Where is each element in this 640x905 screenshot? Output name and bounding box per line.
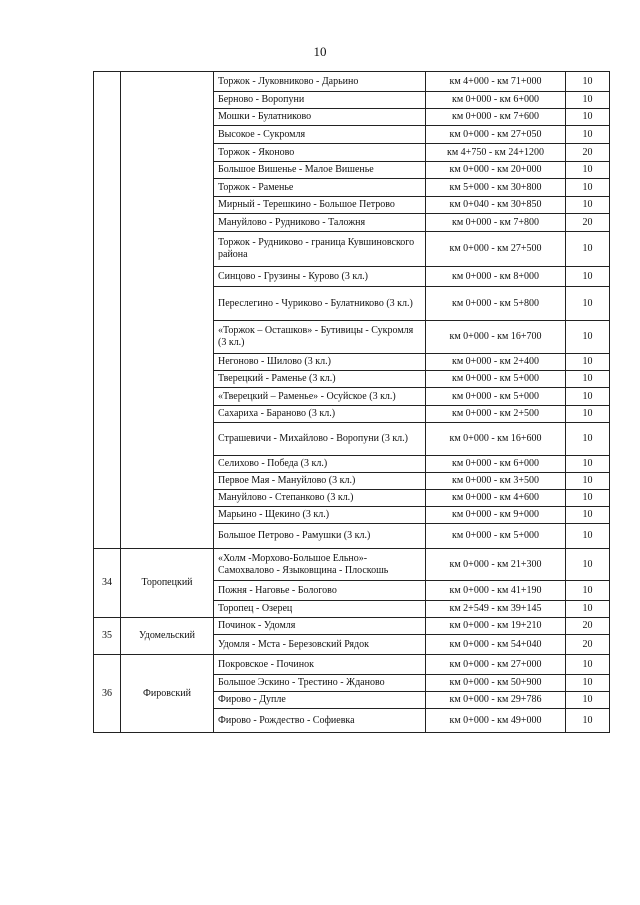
district-name-cell: Торопецкий <box>121 549 214 618</box>
km-range-cell: км 0+000 - км 54+040 <box>426 635 566 655</box>
lane-width-cell: 10 <box>566 92 610 109</box>
road-name-cell: Торопец - Озерец <box>214 601 426 618</box>
table-row <box>94 655 610 675</box>
lane-width-cell: 10 <box>566 456 610 473</box>
road-name-cell: Синцово - Грузины - Курово (3 кл.) <box>214 267 426 287</box>
km-range-cell: км 0+000 - км 9+000 <box>426 507 566 524</box>
road-name-cell: Торжок - Яконово <box>214 144 426 162</box>
lane-width-cell: 10 <box>566 692 610 709</box>
lane-width-cell: 10 <box>566 179 610 197</box>
lane-width-cell: 10 <box>566 655 610 675</box>
lane-width-cell: 10 <box>566 388 610 406</box>
road-name-cell: Высокое - Сукромля <box>214 126 426 144</box>
km-range-cell: км 5+000 - км 30+800 <box>426 179 566 197</box>
km-range-cell: км 0+000 - км 3+500 <box>426 473 566 490</box>
lane-width-cell: 10 <box>566 581 610 601</box>
road-name-cell: Берново - Воропуни <box>214 92 426 109</box>
district-number-cell: 36 <box>94 655 121 733</box>
km-range-cell: км 0+000 - км 29+786 <box>426 692 566 709</box>
km-range-cell: км 0+000 - км 16+700 <box>426 321 566 354</box>
km-range-cell: км 0+000 - км 20+000 <box>426 162 566 179</box>
road-name-cell: Тверецкий - Раменье (3 кл.) <box>214 371 426 388</box>
km-range-cell: км 0+000 - км 27+050 <box>426 126 566 144</box>
road-name-cell: Большое Эскино - Трестино - Жданово <box>214 675 426 692</box>
page-number: 10 <box>313 44 327 59</box>
lane-width-cell: 10 <box>566 287 610 321</box>
lane-width-cell: 10 <box>566 232 610 267</box>
km-range-cell: км 4+000 - км 71+000 <box>426 72 566 92</box>
km-range-cell: км 0+000 - км 5+000 <box>426 371 566 388</box>
km-range-cell: км 0+000 - км 27+500 <box>426 232 566 267</box>
km-range-cell: км 0+000 - км 41+190 <box>426 581 566 601</box>
lane-width-cell: 10 <box>566 601 610 618</box>
lane-width-cell: 10 <box>566 126 610 144</box>
road-name-cell: Большое Петрово - Рамушки (3 кл.) <box>214 524 426 549</box>
km-range-cell: км 2+549 - км 39+145 <box>426 601 566 618</box>
km-range-cell: км 0+000 - км 49+000 <box>426 709 566 733</box>
district-name-cell: Удомельский <box>121 618 214 655</box>
district-name-cell <box>121 72 214 549</box>
km-range-cell: км 0+000 - км 7+800 <box>426 214 566 232</box>
km-range-cell: км 0+000 - км 8+000 <box>426 267 566 287</box>
km-range-cell: км 0+000 - км 6+000 <box>426 92 566 109</box>
lane-width-cell: 10 <box>566 524 610 549</box>
lane-width-cell: 10 <box>566 72 610 92</box>
lane-width-cell: 20 <box>566 618 610 635</box>
km-range-cell: км 0+000 - км 2+500 <box>426 406 566 423</box>
road-name-cell: «Торжок – Осташков» - Бутивицы - Сукромля (3 кл.) <box>214 321 426 354</box>
lane-width-cell: 10 <box>566 354 610 371</box>
lane-width-cell: 10 <box>566 423 610 456</box>
district-number-cell: 34 <box>94 549 121 618</box>
road-name-cell: Переслегино - Чуриково - Булатниково (3 кл.) <box>214 287 426 321</box>
km-range-cell: км 0+000 - км 21+300 <box>426 549 566 581</box>
km-range-cell: км 0+000 - км 27+000 <box>426 655 566 675</box>
lane-width-cell: 10 <box>566 109 610 126</box>
district-name-cell: Фировский <box>121 655 214 733</box>
table-row <box>94 72 610 92</box>
district-number-cell: 35 <box>94 618 121 655</box>
lane-width-cell: 10 <box>566 549 610 581</box>
lane-width-cell: 10 <box>566 162 610 179</box>
road-name-cell: Торжок - Луковниково - Дарьино <box>214 72 426 92</box>
road-name-cell: «Тверецкий – Раменье» - Осуйское (3 кл.) <box>214 388 426 406</box>
road-name-cell: Торжок - Рудниково - граница Кувшиновского района <box>214 232 426 267</box>
lane-width-cell: 20 <box>566 214 610 232</box>
road-name-cell: Марьино - Щекино (3 кл.) <box>214 507 426 524</box>
km-range-cell: км 4+750 - км 24+1200 <box>426 144 566 162</box>
road-name-cell: Сахариха - Бараново (3 кл.) <box>214 406 426 423</box>
road-name-cell: Селихово - Победа (3 кл.) <box>214 456 426 473</box>
lane-width-cell: 10 <box>566 507 610 524</box>
road-name-cell: Мирный - Терешкино - Большое Петрово <box>214 197 426 214</box>
district-number-cell <box>94 72 121 549</box>
km-range-cell: км 0+000 - км 5+000 <box>426 388 566 406</box>
road-name-cell: Покровское - Починок <box>214 655 426 675</box>
roads-table <box>93 71 610 733</box>
lane-width-cell: 10 <box>566 197 610 214</box>
road-name-cell: Мошки - Булатниково <box>214 109 426 126</box>
lane-width-cell: 10 <box>566 406 610 423</box>
road-name-cell: «Холм -Морхово-Большое Ельно»-Самохвалово - Языковщина - Плоскошь <box>214 549 426 581</box>
road-name-cell: Фирово - Рождество - Софиевка <box>214 709 426 733</box>
km-range-cell: км 0+000 - км 19+210 <box>426 618 566 635</box>
lane-width-cell: 10 <box>566 473 610 490</box>
table-row <box>94 549 610 581</box>
road-name-cell: Негоново - Шилово (3 кл.) <box>214 354 426 371</box>
km-range-cell: км 0+000 - км 7+600 <box>426 109 566 126</box>
table-row <box>94 618 610 635</box>
road-name-cell: Торжок - Раменье <box>214 179 426 197</box>
km-range-cell: км 0+000 - км 4+600 <box>426 490 566 507</box>
km-range-cell: км 0+000 - км 5+800 <box>426 287 566 321</box>
km-range-cell: км 0+000 - км 16+600 <box>426 423 566 456</box>
km-range-cell: км 0+000 - км 6+000 <box>426 456 566 473</box>
lane-width-cell: 10 <box>566 371 610 388</box>
roads-table-body <box>94 72 610 733</box>
road-name-cell: Пожня - Наговье - Бологово <box>214 581 426 601</box>
road-name-cell: Удомля - Мста - Березовский Рядок <box>214 635 426 655</box>
lane-width-cell: 10 <box>566 267 610 287</box>
lane-width-cell: 20 <box>566 144 610 162</box>
km-range-cell: км 0+000 - км 2+400 <box>426 354 566 371</box>
lane-width-cell: 20 <box>566 635 610 655</box>
road-name-cell: Починок - Удомля <box>214 618 426 635</box>
km-range-cell: км 0+040 - км 30+850 <box>426 197 566 214</box>
lane-width-cell: 10 <box>566 675 610 692</box>
road-name-cell: Фирово - Дупле <box>214 692 426 709</box>
road-name-cell: Первое Мая - Мануйлово (3 кл.) <box>214 473 426 490</box>
lane-width-cell: 10 <box>566 490 610 507</box>
road-name-cell: Большое Вишенье - Малое Вишенье <box>214 162 426 179</box>
km-range-cell: км 0+000 - км 5+000 <box>426 524 566 549</box>
lane-width-cell: 10 <box>566 709 610 733</box>
road-name-cell: Мануйлово - Степанково (3 кл.) <box>214 490 426 507</box>
km-range-cell: км 0+000 - км 50+900 <box>426 675 566 692</box>
road-name-cell: Мануйлово - Рудниково - Таложня <box>214 214 426 232</box>
road-name-cell: Страшевичи - Михайлово - Воропуни (3 кл.) <box>214 423 426 456</box>
lane-width-cell: 10 <box>566 321 610 354</box>
